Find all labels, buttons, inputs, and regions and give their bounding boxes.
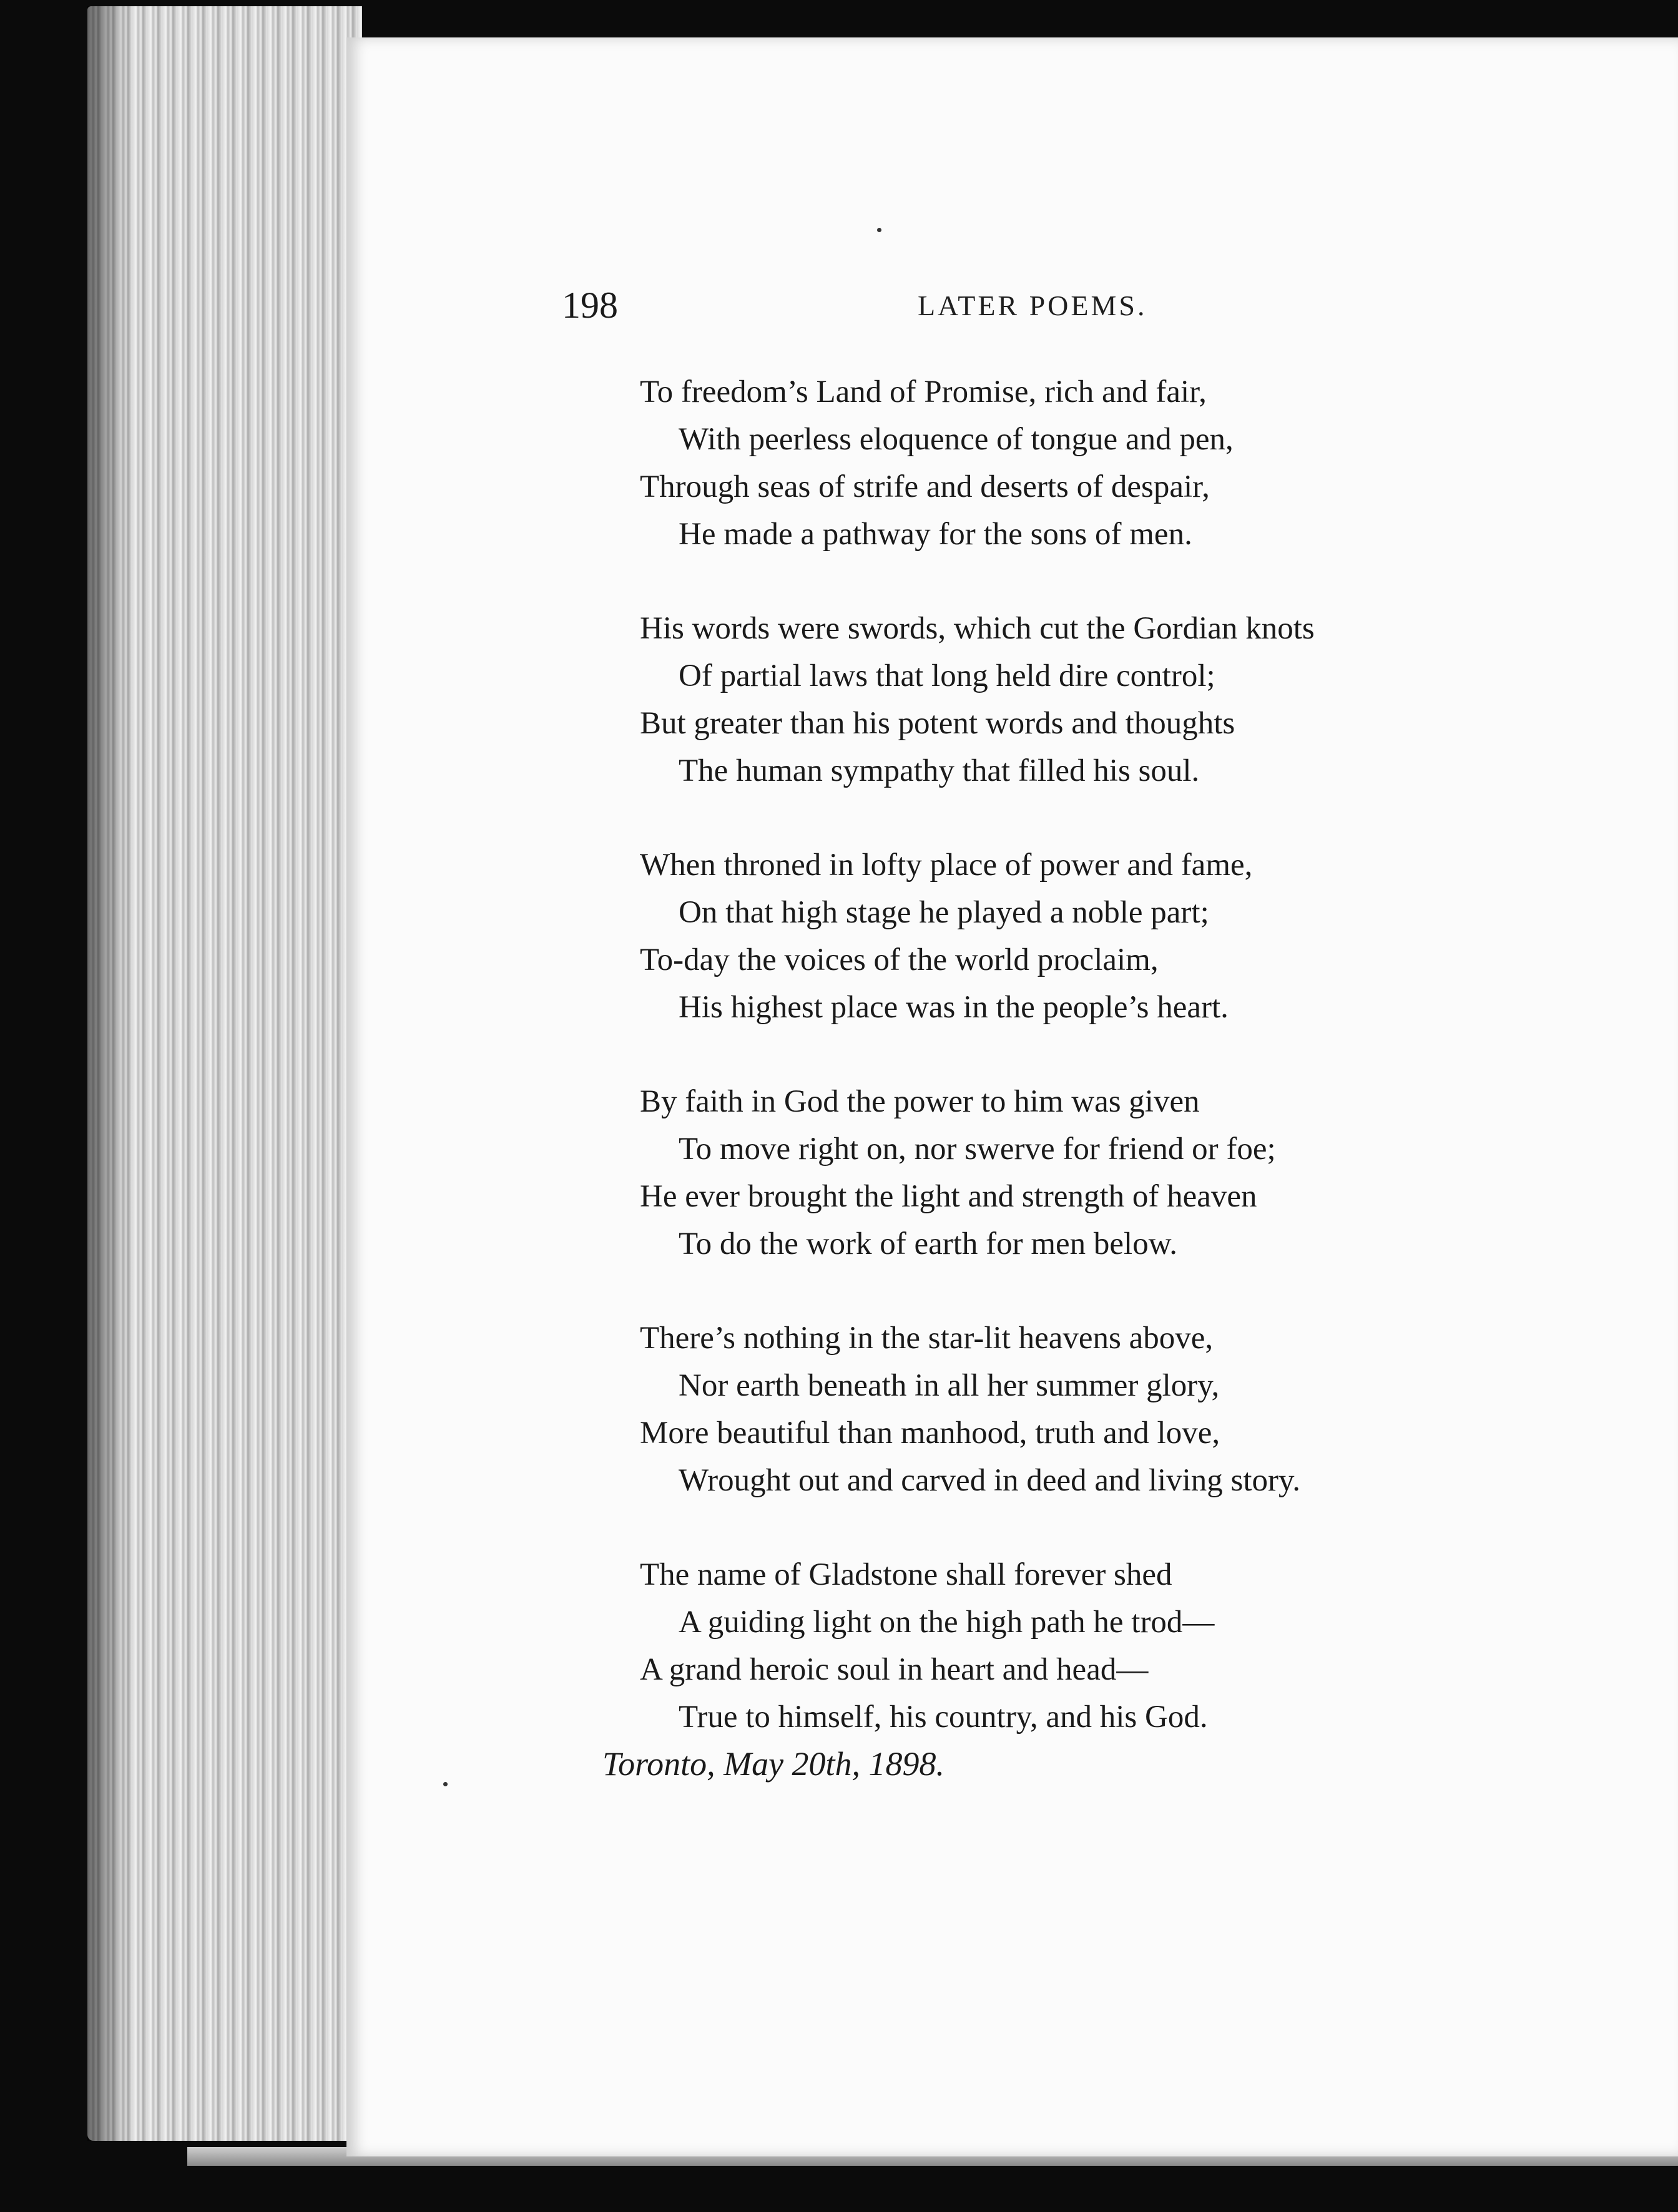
- page-number: 198: [562, 285, 618, 326]
- book-page: [346, 37, 1678, 2156]
- book-page-edges: [87, 6, 362, 2141]
- poem-line: To freedom’s Land of Promise, rich and fair,: [640, 374, 1207, 409]
- stanza-3: [640, 841, 1651, 1031]
- stanza-2: [640, 605, 1651, 795]
- poem-line: True to himself, his country, and his God.: [679, 1700, 1208, 1735]
- stanza-6: [640, 1551, 1651, 1741]
- poem-line: There’s nothing in the star-lit heavens above,: [640, 1321, 1214, 1356]
- poem-line: To-day the voices of the world proclaim,: [640, 942, 1159, 977]
- place-and-date-signature: Toronto, May 20th, 1898.: [602, 1745, 945, 1783]
- poem-line: His highest place was in the people’s heart.: [679, 990, 1229, 1025]
- poem-line: Through seas of strife and deserts of despair,: [640, 469, 1210, 504]
- print-speck: [877, 228, 881, 232]
- poem-line: Wrought out and carved in deed and living story.: [679, 1463, 1300, 1498]
- poem-line: He made a pathway for the sons of men.: [679, 517, 1192, 552]
- print-speck: [443, 1782, 448, 1786]
- poem-line: To do the work of earth for men below.: [679, 1226, 1177, 1261]
- running-title: LATER POEMS.: [918, 290, 1147, 321]
- poem-line: A guiding light on the high path he trod—: [679, 1605, 1215, 1640]
- poem-line: But greater than his potent words and thoughts: [640, 706, 1235, 741]
- poem-line: More beautiful than manhood, truth and love,: [640, 1416, 1220, 1451]
- stanza-5: [640, 1314, 1651, 1504]
- poem-body: [640, 368, 1651, 1788]
- poem-line: To move right on, nor swerve for friend or foe;: [679, 1132, 1276, 1167]
- poem-line: By faith in God the power to him was given: [640, 1084, 1200, 1119]
- poem-line: The name of Gladstone shall forever shed: [640, 1557, 1172, 1592]
- stanza-4: [640, 1078, 1651, 1268]
- poem-line: A grand heroic soul in heart and head—: [640, 1652, 1149, 1687]
- poem-line: With peerless eloquence of tongue and pen,: [679, 422, 1234, 457]
- poem-line: The human sympathy that filled his soul.: [679, 753, 1200, 788]
- poem-line: His words were swords, which cut the Gordian knots: [640, 611, 1315, 646]
- poem-line: Nor earth beneath in all her summer glory,: [679, 1368, 1220, 1403]
- stanza-1: [640, 368, 1651, 558]
- poem-line: Of partial laws that long held dire control;: [679, 658, 1215, 693]
- poem-line: He ever brought the light and strength of heaven: [640, 1179, 1257, 1214]
- running-head: [346, 284, 1678, 328]
- poem-line: On that high stage he played a noble part;: [679, 895, 1209, 930]
- poem-line: When throned in lofty place of power and fame,: [640, 848, 1253, 883]
